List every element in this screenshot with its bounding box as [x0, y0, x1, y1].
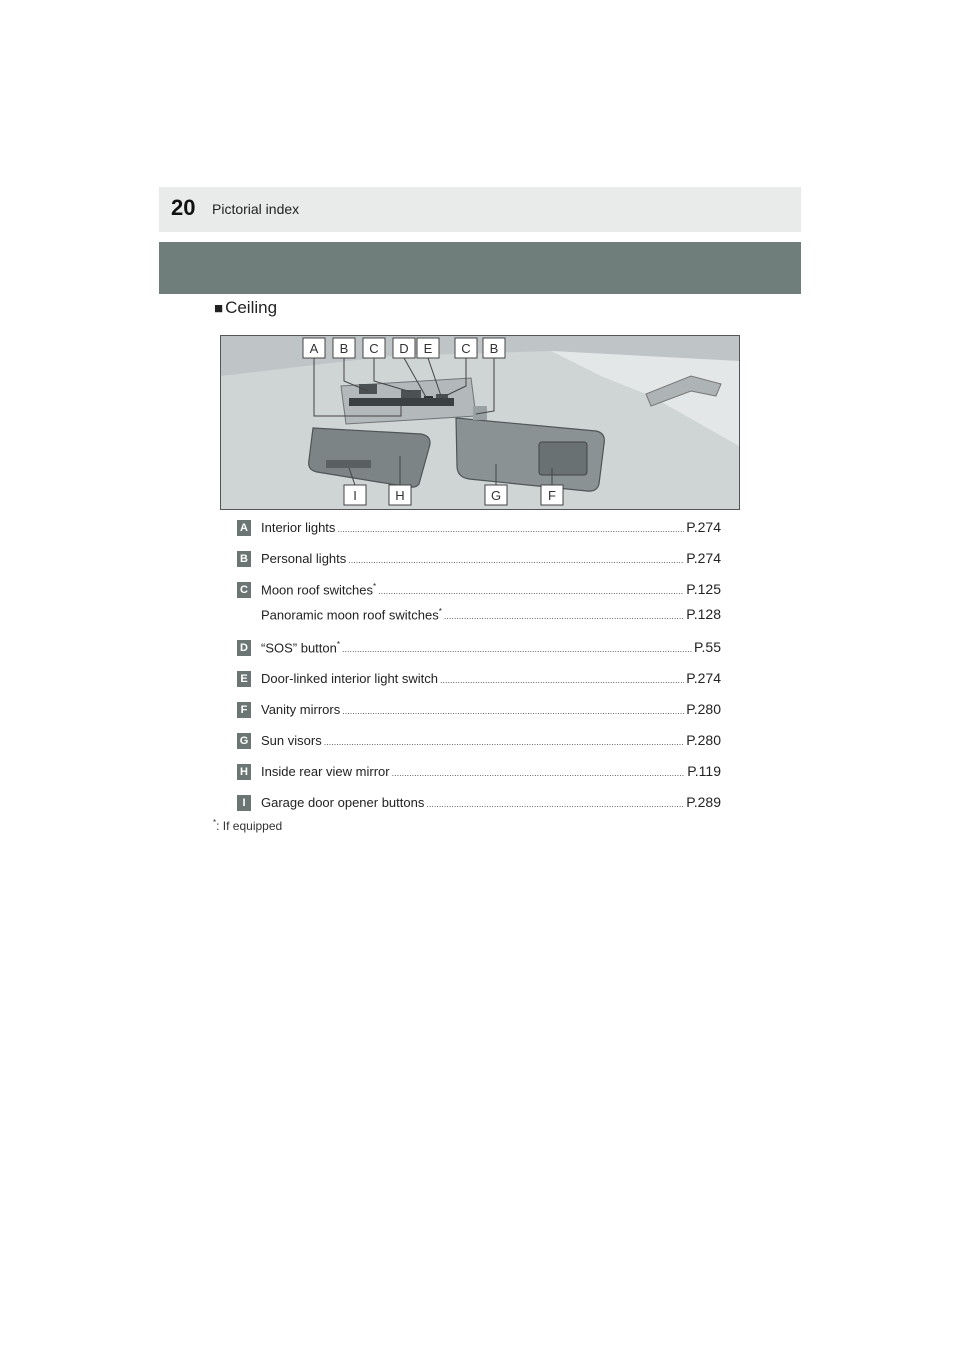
footnote-star: * — [213, 818, 217, 827]
legend-badge: C — [237, 582, 251, 598]
item-label: Moon roof switches* — [261, 581, 377, 597]
page-title: Pictorial index — [212, 201, 300, 217]
legend-badge: A — [237, 520, 251, 536]
legend-item-garage-door-buttons — [237, 792, 727, 823]
item-label: Garage door opener buttons — [261, 795, 425, 810]
item-label: Panoramic moon roof switches* — [261, 606, 442, 622]
legend-item-personal-lights — [237, 548, 727, 579]
legend-badge: H — [237, 764, 251, 780]
legend-badge: I — [237, 795, 251, 811]
item-label: Inside rear view mirror — [261, 764, 390, 779]
item-label: “SOS” button* — [261, 639, 340, 655]
page-ref-link[interactable]: P.280 — [686, 701, 721, 717]
page-ref-link[interactable]: P.274 — [686, 519, 721, 535]
callout-label: C — [461, 341, 471, 356]
callout-label: E — [423, 341, 433, 356]
ceiling-drawing — [221, 336, 739, 509]
callout-label: F — [548, 488, 556, 503]
page-ref-link[interactable]: P.274 — [686, 670, 721, 686]
page-header — [159, 187, 801, 232]
item-label: Interior lights — [261, 520, 336, 535]
section-title: Ceiling — [225, 298, 278, 317]
section-band — [159, 242, 801, 294]
legend-item-sos-button — [237, 637, 727, 668]
callout-label: B — [339, 341, 349, 356]
page-ref-link[interactable]: P.55 — [694, 639, 721, 655]
garage-door-buttons — [326, 460, 371, 468]
personal-light-left — [359, 384, 377, 394]
moon-roof-switch — [401, 390, 421, 399]
legend-item-sun-visors — [237, 730, 727, 761]
item-label: Sun visors — [261, 733, 322, 748]
footnote-text: : If equipped — [216, 819, 283, 833]
legend-badge: E — [237, 671, 251, 687]
top-callouts — [303, 338, 505, 358]
callout-label: B — [489, 341, 499, 356]
callout-label: H — [395, 488, 405, 503]
legend-item-rear-view-mirror — [237, 761, 727, 792]
legend-badge: G — [237, 733, 251, 749]
item-label: Vanity mirrors — [261, 702, 341, 717]
section-heading — [214, 298, 277, 318]
legend-item-moon-roof-switches — [237, 579, 727, 637]
page-ref-link[interactable]: P.274 — [686, 550, 721, 566]
page-ref-link[interactable]: P.125 — [686, 581, 721, 597]
callout-label: I — [353, 488, 357, 503]
page-ref-link[interactable]: P.128 — [686, 606, 721, 622]
item-label: Personal lights — [261, 551, 347, 566]
page-ref-link[interactable]: P.280 — [686, 732, 721, 748]
item-label: Door-linked interior light switch — [261, 671, 439, 686]
callout-label: G — [490, 488, 502, 503]
legend-item-vanity-mirrors — [237, 699, 727, 730]
page-ref-link[interactable]: P.119 — [687, 763, 721, 779]
section-marker: ■ — [214, 300, 224, 317]
legend-badge: D — [237, 640, 251, 656]
interior-light-bar — [349, 398, 454, 406]
page-ref-link[interactable]: P.289 — [686, 794, 721, 810]
legend-badge: F — [237, 702, 251, 718]
legend-item-door-linked-switch — [237, 668, 727, 699]
callout-label: D — [399, 341, 409, 356]
legend-badge: B — [237, 551, 251, 567]
footnote — [213, 818, 282, 833]
callout-label: A — [309, 341, 319, 356]
legend-list — [237, 517, 727, 823]
vanity-mirror — [539, 442, 587, 475]
ceiling-illustration — [220, 335, 740, 510]
page-number: 20 — [171, 195, 196, 220]
callout-label: C — [369, 341, 379, 356]
legend-item-interior-lights — [237, 517, 727, 548]
